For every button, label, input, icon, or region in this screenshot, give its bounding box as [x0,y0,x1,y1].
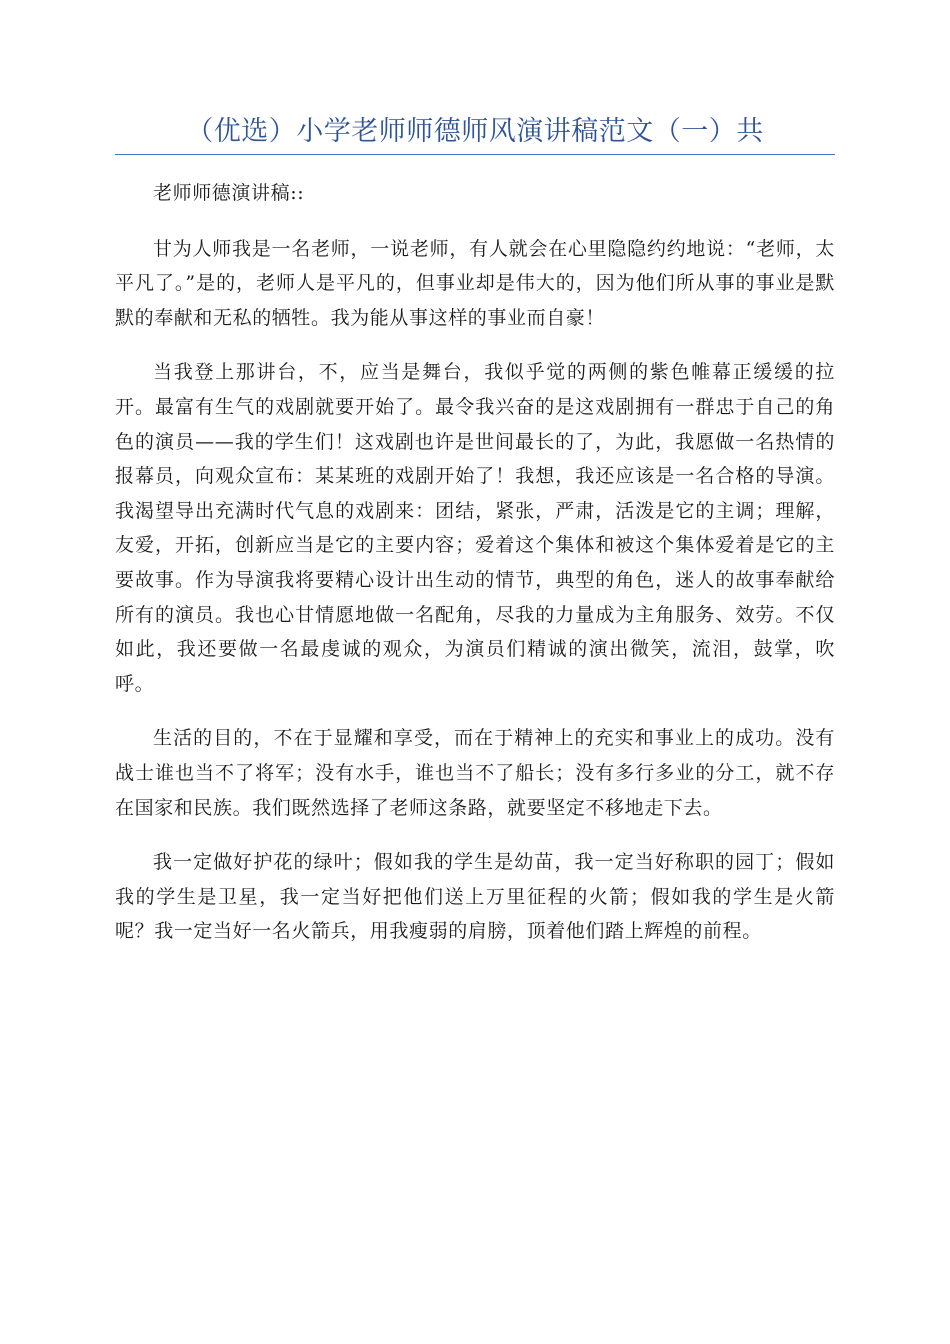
paragraph: 当我登上那讲台，不，应当是舞台，我似乎觉的两侧的紫色帷幕正缓缓的拉开。最富有生气的戏剧就要开始了。最令我兴奋的是这戏剧拥有一群忠于自己的角色的演员——我的学生们！这戏剧也许是世间最长的了，为此，我愿做一名热情的报幕员，向观众宣布：某某班的戏剧开始了！我想，我还应该是一名合格的导演。我渴望导出充满时代气息的戏剧来：团结，紧张，严肃，活泼是它的主调；理解，友爱，开拓，创新应当是它的主要内容；爱着这个集体和被这个集体爱着是它的主要故事。作为导演我将要精心设计出生动的情节，典型的角色，迷人的故事奉献给所有的演员。我也心甘情愿地做一名配角，尽我的力量成为主角服务、效劳。不仅如此，我还要做一名最虔诚的观众，为演员们精诚的演出微笑，流泪，鼓掌，吹呼。 [115,361,835,695]
title-underline [115,154,835,155]
paragraph: 甘为人师我是一名老师，一说老师，有人就会在心里隐隐约约地说：“老师，太平凡了。”是的，老师人是平凡的，但事业却是伟大的，因为他们所从事的事业是默默的奉献和无私的牺牲。我为能从事这样的事业而自豪！ [115,237,835,329]
document-title: （优选）小学老师师德师风演讲稿范文（一）共 [186,116,764,147]
salutation-line: 老师师德演讲稿:: [153,182,305,204]
paragraph: 我一定做好护花的绿叶；假如我的学生是幼苗，我一定当好称职的园丁；假如我的学生是卫星，我一定当好把他们送上万里征程的火箭；假如我的学生是火箭呢？我一定当好一名火箭兵，用我瘦弱的肩膀，顶着他们踏上辉煌的前程。 [115,851,835,943]
document-body [115,176,835,969]
paragraph: 生活的目的，不在于显耀和享受，而在于精神上的充实和事业上的成功。没有战士谁也当不了将军；没有水手，谁也当不了船长；没有多行多业的分工，就不存在国家和民族。我们既然选择了老师这条路，就要坚定不移地走下去。 [115,727,835,819]
